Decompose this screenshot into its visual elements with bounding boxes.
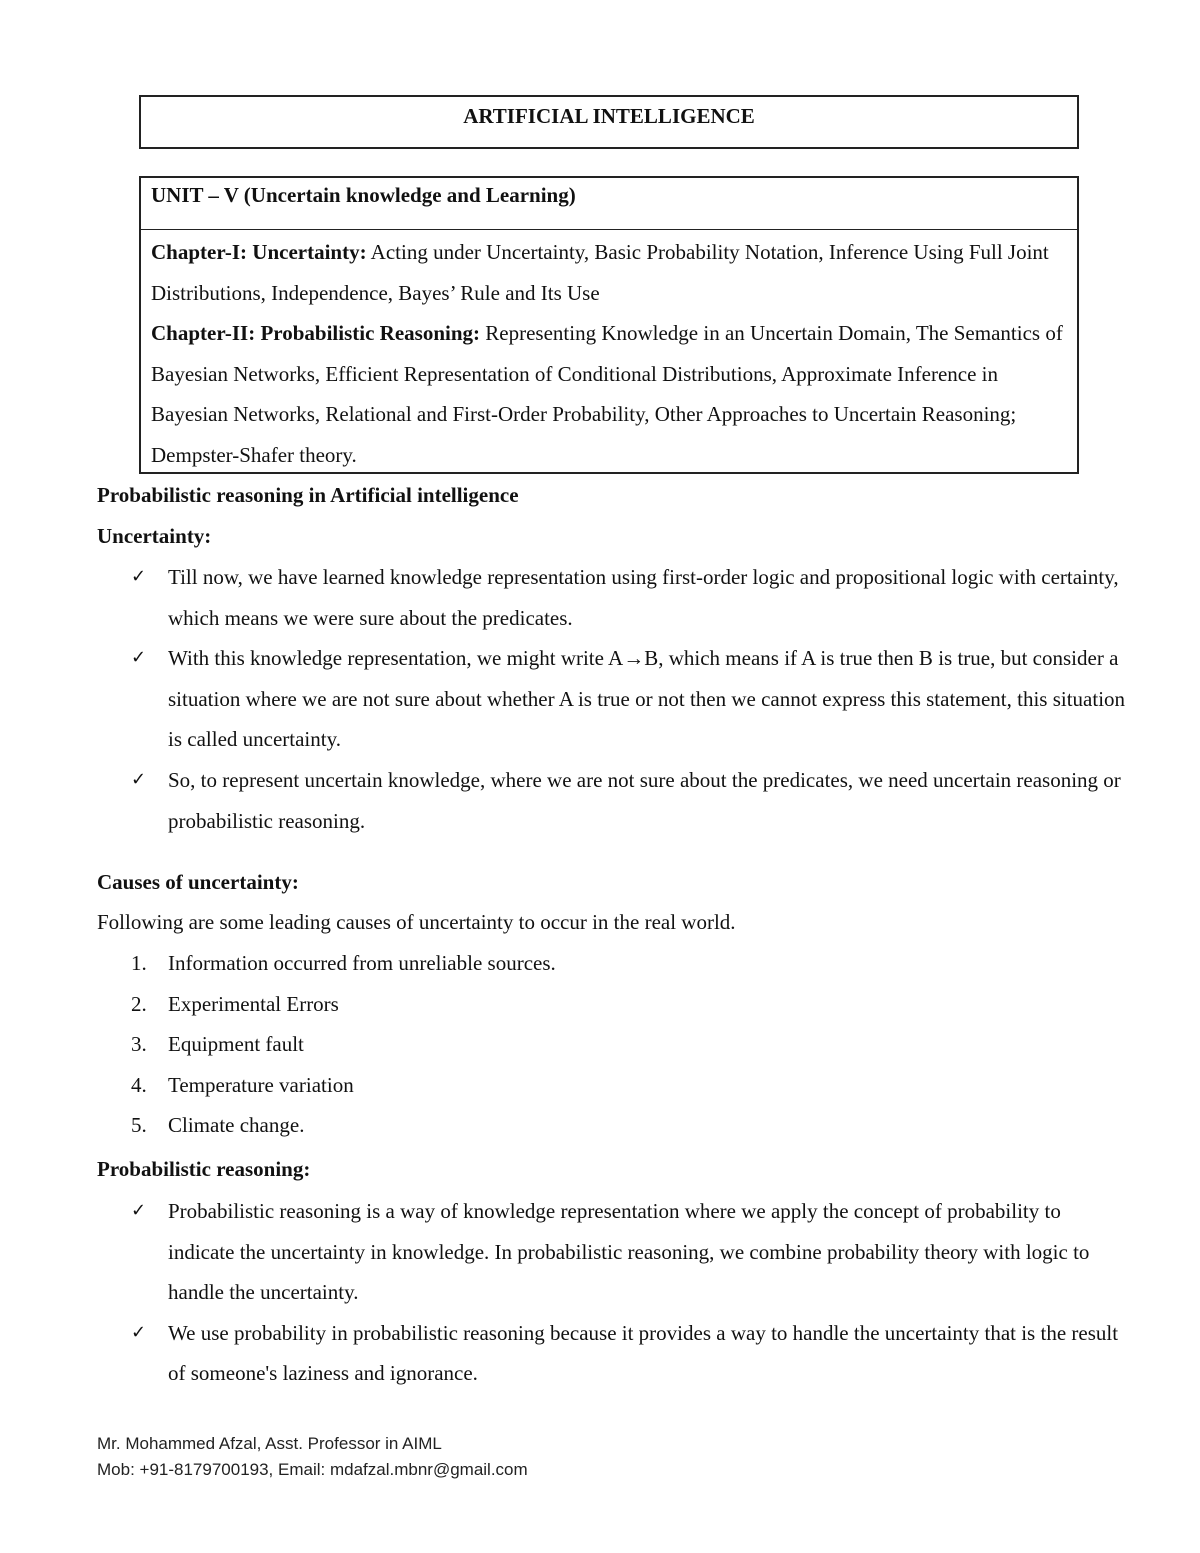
- list-item: ✓ With this knowledge representation, we might write A→B, which means if A is true then B is true, but consider a situation where we are not sure about whether A is true or not then we cannot express this statement, this situation is called uncertainty.: [131, 638, 1126, 760]
- uncertainty-bullets: [131, 557, 1126, 841]
- list-item: 5. Climate change.: [131, 1113, 305, 1138]
- uncertainty-heading: Uncertainty:: [97, 524, 212, 548]
- checkmark-icon: ✓: [131, 566, 147, 587]
- footer-author: Mr. Mohammed Afzal, Asst. Professor in AIML: [97, 1434, 442, 1453]
- chapter-2-label: Chapter-II: Probabilistic Reasoning:: [151, 321, 481, 346]
- list-item: 4. Temperature variation: [131, 1072, 354, 1097]
- chapter-2-text: Representing Knowledge in an Uncertain Domain, The Semantics of Bayesian Networks, Efficient Representation of Conditional Distributions, Approximate Inference in Bayesian Networks, Relational and First-Order Probability, Other Approaches to Uncertain Reasoning; Dempster-Shafer theory.: [151, 321, 1063, 467]
- syllabus-box: [139, 176, 1079, 474]
- title-box: [139, 95, 1079, 149]
- footer-contact: Mob: +91-8179700193, Email: mdafzal.mbnr@gmail.com: [97, 1460, 528, 1479]
- list-item: ✓ Probabilistic reasoning is a way of knowledge representation where we apply the concept of probability to indicate the uncertainty in knowledge. In probabilistic reasoning, we combine probability theory with logic to handle the uncertainty.: [131, 1191, 1131, 1313]
- section-heading: Probabilistic reasoning in Artificial intelligence: [97, 483, 519, 507]
- checkmark-icon: ✓: [131, 647, 147, 669]
- checkmark-icon: ✓: [131, 768, 147, 790]
- probabilistic-heading: Probabilistic reasoning:: [97, 1157, 311, 1181]
- checkmark-icon: ✓: [131, 1321, 147, 1343]
- chapter-1-label: Chapter-I: Uncertainty:: [151, 240, 367, 264]
- probabilistic-bullets: [131, 1191, 1131, 1394]
- syllabus-content: [141, 230, 1077, 476]
- causes-heading: Causes of uncertainty:: [97, 870, 299, 894]
- chapter-1-text: Acting under Uncertainty, Basic Probability Notation, Inference Using Full Joint Distributions, Independence, Bayes’ Rule and Its Use: [151, 240, 1049, 305]
- list-item: 2. Experimental Errors: [131, 991, 339, 1016]
- causes-intro: Following are some leading causes of uncertainty to occur in the real world.: [97, 910, 736, 934]
- document-title: ARTIFICIAL INTELLIGENCE: [463, 104, 755, 128]
- chapter-1: [151, 232, 1067, 313]
- list-item: 1. Information occurred from unreliable sources.: [131, 951, 556, 975]
- causes-list: [131, 943, 1031, 1146]
- checkmark-icon: ✓: [131, 1200, 147, 1221]
- list-item: 3. Equipment fault: [131, 1032, 304, 1057]
- list-item: ✓ We use probability in probabilistic reasoning because it provides a way to handle the uncertainty that is the result of someone's laziness and ignorance.: [131, 1313, 1131, 1394]
- unit-title: UNIT – V (Uncertain knowledge and Learning): [141, 178, 1077, 230]
- list-item: ✓ Till now, we have learned knowledge representation using first-order logic and propositional logic with certainty, which means we were sure about the predicates.: [131, 557, 1126, 638]
- list-item: ✓ So, to represent uncertain knowledge, where we are not sure about the predicates, we need uncertain reasoning or probabilistic reasoning.: [131, 760, 1126, 841]
- chapter-2: [151, 313, 1067, 475]
